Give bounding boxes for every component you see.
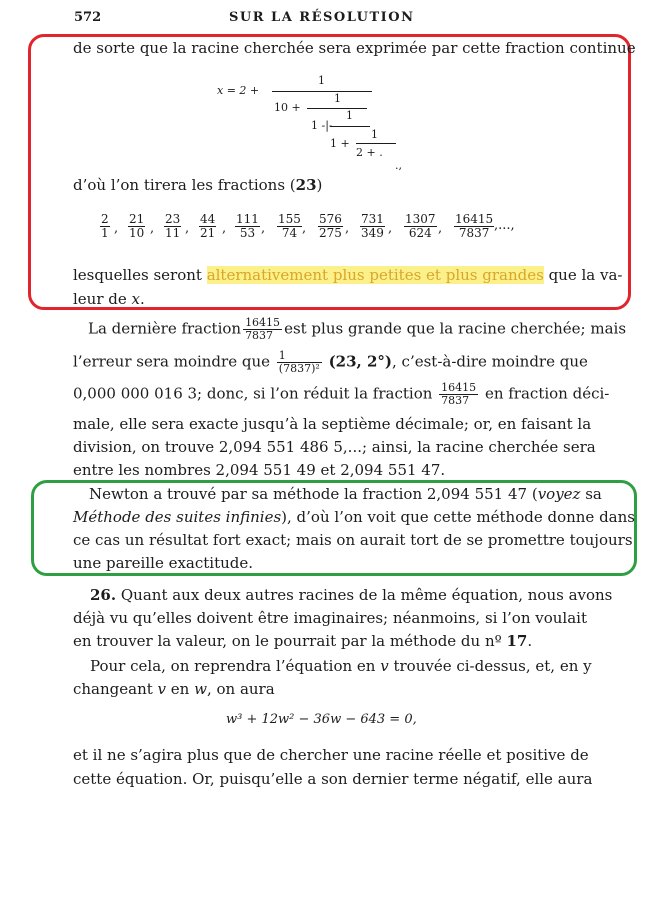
cf-two-plus: 2 + . [356, 146, 383, 159]
green-line2: Méthode des suites infinies), d’où l’on voit que cette méthode donne dans [73, 508, 635, 526]
para-end-line2: cette équation. Or, puisqu’elle a son dernier terme négatif, elle aura [73, 770, 593, 788]
para26-line1: 26. Quant aux deux autres racines de la même équation, nous avons [90, 586, 613, 604]
fraction-16415-7837-b: $\frac{16415}{7837}$ [441, 381, 477, 407]
fraction-error-bound: $\frac{1}{\text{(7837)²}}$ [278, 349, 320, 375]
fraction-item: 23 11 [165, 212, 181, 240]
cf-bar-a [272, 91, 372, 92]
line-lesquelles: lesquelles seront alternativement plus petites et plus grandes que la va- [73, 266, 623, 284]
fraction-item: 1307 624 [405, 212, 436, 240]
cf-one-b: 1 [334, 92, 341, 105]
line-leur: leur de x. [73, 290, 145, 308]
para-end-line1: et il ne s’agira plus que de chercher une racine réelle et positive de [73, 746, 589, 764]
para1-line3: 0,000 000 016 3; donc, si l’on réduit la fraction $\frac{16415}{7837}$ en fraction déci- [73, 381, 610, 407]
cf-ten-plus: 10 + [274, 101, 301, 114]
fraction-item: 731 349 [361, 212, 384, 240]
fraction-item: 2 1 [101, 212, 109, 240]
cf-trail: ., [395, 159, 402, 172]
fraction-item: 44 21 [200, 212, 216, 240]
running-title: SUR LA RÉSOLUTION [229, 10, 415, 25]
cf-one-d: 1 [371, 128, 378, 141]
para26-line3: en trouver la valeur, on le pourrait par la méthode du nº 17. [73, 632, 533, 650]
cf-one-a: 1 [318, 74, 325, 87]
para1-line2: l’erreur sera moindre que $\frac{1}{\text{(7837)²}}$ (23, 2°), c’est-à-dire moindre que [73, 349, 588, 375]
para1-line4: male, elle sera exacte jusqu’à la septième décimale; or, en faisant la [73, 415, 592, 433]
line-de-sorte: de sorte que la racine cherchée sera exprimée par cette fraction continue [73, 39, 636, 57]
cf-one-plus-b: 1 + [330, 137, 350, 150]
fraction-16415-7837: $\frac{16415}{7837}$ [245, 316, 281, 342]
green-line4: une pareille exactitude. [73, 554, 254, 572]
highlighted-phrase: alternativement plus petites et plus grandes [206, 266, 544, 284]
fraction-item: 16415 7837 [455, 212, 494, 240]
fraction-item: 576 275 [319, 212, 342, 240]
cf-bar-b [307, 108, 367, 109]
cf-bar-d [356, 143, 396, 144]
para26-line2: déjà vu qu’elles doivent être imaginaires; néanmoins, si l’on voulait [73, 609, 587, 627]
page-number: 572 [74, 10, 102, 25]
cubic-equation: w³ + 12w² − 36w − 643 = 0, [226, 712, 417, 727]
green-line3: ce cas un résultat fort exact; mais on aurait tort de se promettre toujours [73, 531, 633, 549]
fraction-tail: ,..., [494, 218, 515, 233]
para1-line5: division, on trouve 2,094 551 486 5,...; ainsi, la racine cherchée sera [73, 438, 596, 456]
cf-one-c: 1 [346, 109, 353, 122]
line-fractions-intro: d’où l’on tirera les fractions (23) [73, 176, 323, 194]
fraction-item: 21 10 [129, 212, 145, 240]
para-pour-line2: changeant v en w, on aura [73, 680, 275, 698]
para1-line1: La dernière fraction $\frac{16415}{7837}$ est plus grande que la racine cherchée; mais [88, 316, 627, 342]
para1-line6: entre les nombres 2,094 551 49 et 2,094 551 47. [73, 461, 446, 479]
cf-one-plus-a: 1 -|- [311, 119, 333, 132]
fraction-item: 111 53 [236, 212, 259, 240]
cf-bar-c [330, 126, 370, 127]
cf-x-eq: x = 2 + [217, 84, 260, 97]
fraction-item: 155 74 [278, 212, 301, 240]
green-line1: Newton a trouvé par sa méthode la fraction 2,094 551 47 (voyez sa [89, 485, 602, 503]
para-pour-line1: Pour cela, on reprendra l’équation en v trouvée ci-dessus, et, en y [90, 657, 592, 675]
